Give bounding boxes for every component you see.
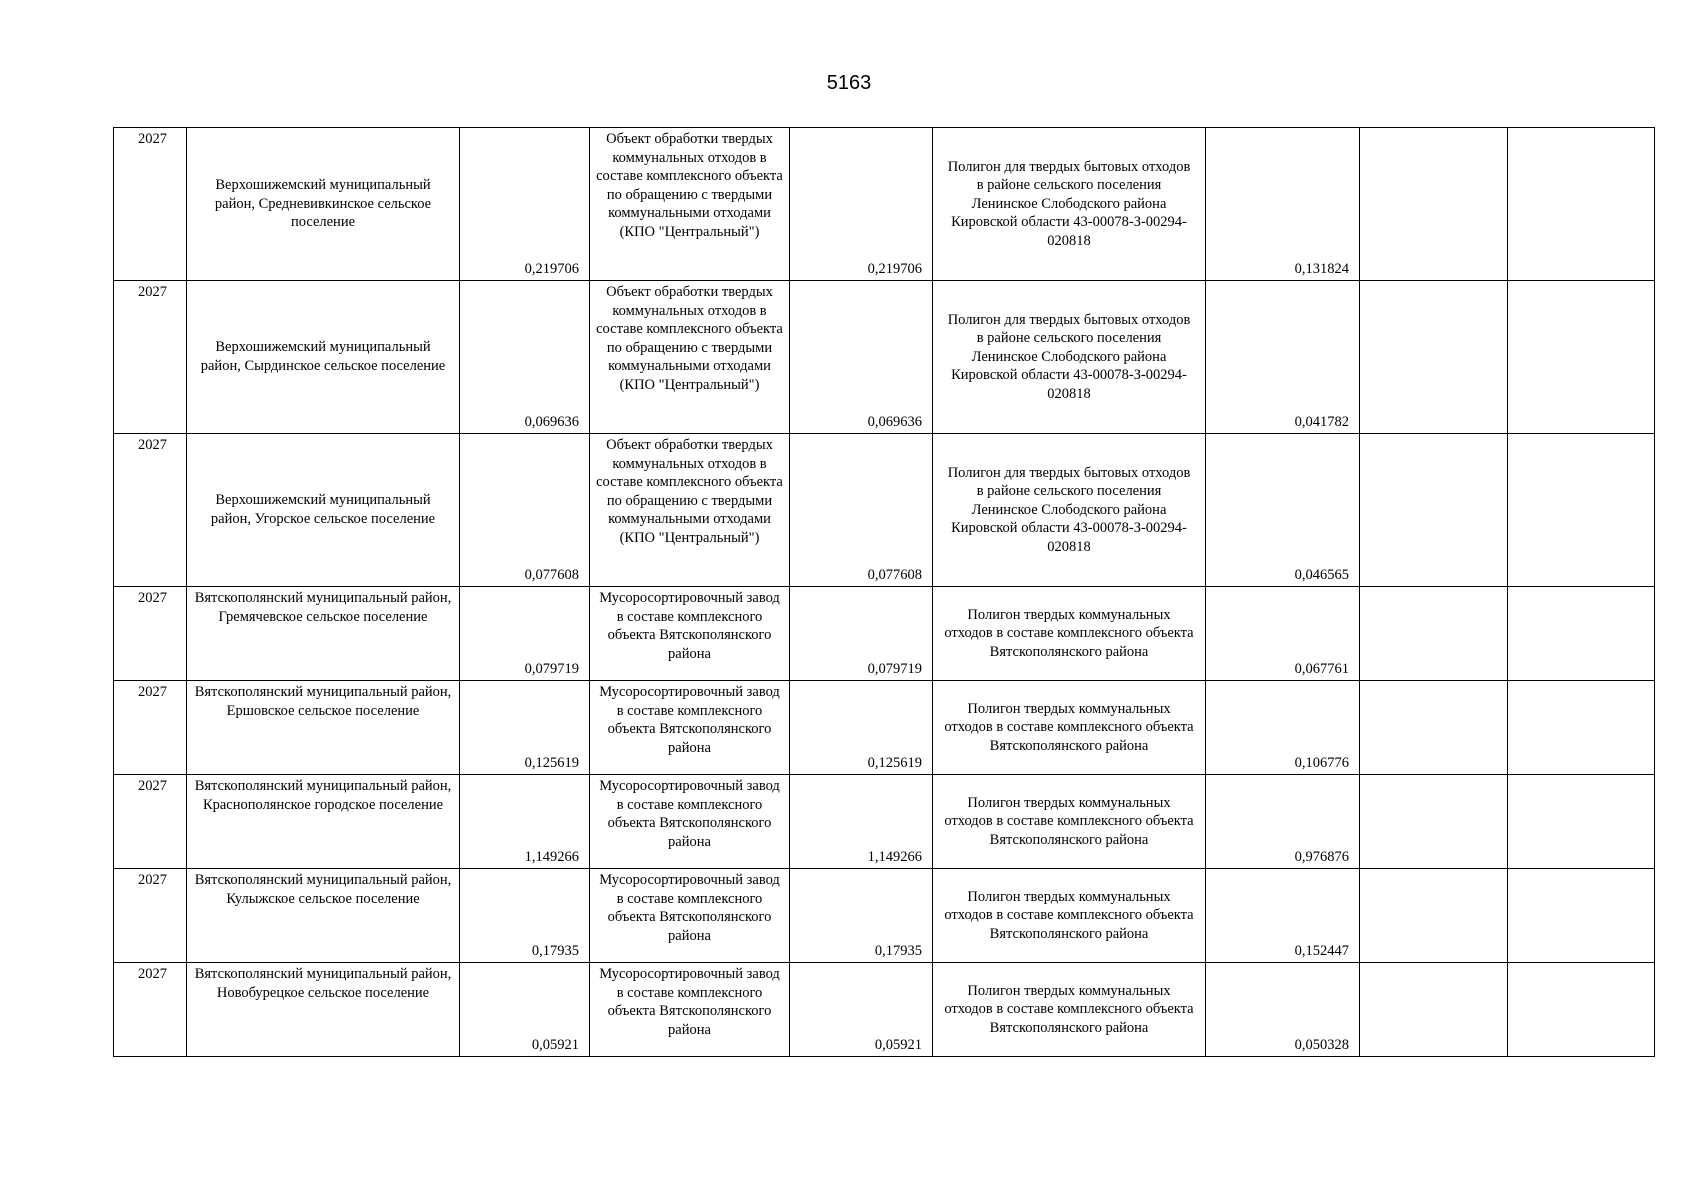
- value-cell: 0,17935: [460, 869, 590, 963]
- disposal-object-cell: Полигон для твердых бытовых отходов в районе сельского поселения Ленинское Слободского района Кировской области 43-00078-З-00294-020818: [933, 434, 1206, 587]
- value-cell: 0,976876: [1206, 775, 1360, 869]
- value-cell: 0,079719: [460, 587, 590, 681]
- year-cell: 2027: [114, 281, 187, 434]
- disposal-object-cell: Полигон твердых коммунальных отходов в составе комплексного объекта Вятскополянского района: [933, 869, 1206, 963]
- territory-cell: Вятскополянский муниципальный район, Гремячевское сельское поселение: [187, 587, 460, 681]
- empty-cell: [1508, 963, 1655, 1057]
- territory-cell: Вятскополянский муниципальный район, Краснополянское городское поселение: [187, 775, 460, 869]
- value-cell: 0,046565: [1206, 434, 1360, 587]
- waste-flow-table: [113, 127, 1655, 1057]
- processing-object-cell: Мусоросортировочный завод в составе комплексного объекта Вятскополянского района: [590, 775, 790, 869]
- value-cell: 0,077608: [460, 434, 590, 587]
- value-cell: 1,149266: [460, 775, 590, 869]
- table-row: [114, 587, 1655, 681]
- value-cell: 0,077608: [790, 434, 933, 587]
- empty-cell: [1360, 963, 1508, 1057]
- year-cell: 2027: [114, 775, 187, 869]
- empty-cell: [1360, 681, 1508, 775]
- value-cell: 0,041782: [1206, 281, 1360, 434]
- disposal-object-cell: Полигон твердых коммунальных отходов в составе комплексного объекта Вятскополянского района: [933, 775, 1206, 869]
- disposal-object-cell: Полигон твердых коммунальных отходов в составе комплексного объекта Вятскополянского района: [933, 681, 1206, 775]
- value-cell: 0,219706: [790, 128, 933, 281]
- disposal-object-cell: Полигон для твердых бытовых отходов в районе сельского поселения Ленинское Слободского района Кировской области 43-00078-З-00294-020818: [933, 281, 1206, 434]
- territory-cell: Вятскополянский муниципальный район, Ершовское сельское поселение: [187, 681, 460, 775]
- territory-cell: Верхошижемский муниципальный район, Сырдинское сельское поселение: [187, 281, 460, 434]
- value-cell: 0,069636: [460, 281, 590, 434]
- processing-object-cell: Мусоросортировочный завод в составе комплексного объекта Вятскополянского района: [590, 869, 790, 963]
- empty-cell: [1508, 434, 1655, 587]
- empty-cell: [1508, 681, 1655, 775]
- processing-object-cell: Мусоросортировочный завод в составе комплексного объекта Вятскополянского района: [590, 963, 790, 1057]
- value-cell: 0,05921: [790, 963, 933, 1057]
- empty-cell: [1508, 587, 1655, 681]
- value-cell: 1,149266: [790, 775, 933, 869]
- empty-cell: [1360, 869, 1508, 963]
- year-cell: 2027: [114, 587, 187, 681]
- value-cell: 0,131824: [1206, 128, 1360, 281]
- empty-cell: [1508, 281, 1655, 434]
- page-number: 5163: [826, 72, 872, 94]
- processing-object-cell: Объект обработки твердых коммунальных отходов в составе комплексного объекта по обращению с твердыми коммунальными отходами (КПО "Центральный"): [590, 434, 790, 587]
- table-row: [114, 281, 1655, 434]
- territory-cell: Вятскополянский муниципальный район, Кулыжское сельское поселение: [187, 869, 460, 963]
- table-row: [114, 775, 1655, 869]
- value-cell: 0,17935: [790, 869, 933, 963]
- empty-cell: [1360, 775, 1508, 869]
- disposal-object-cell: Полигон для твердых бытовых отходов в районе сельского поселения Ленинское Слободского района Кировской области 43-00078-З-00294-020818: [933, 128, 1206, 281]
- table-row: [114, 681, 1655, 775]
- empty-cell: [1508, 869, 1655, 963]
- value-cell: 0,152447: [1206, 869, 1360, 963]
- value-cell: 0,05921: [460, 963, 590, 1057]
- value-cell: 0,079719: [790, 587, 933, 681]
- value-cell: 0,067761: [1206, 587, 1360, 681]
- empty-cell: [1508, 128, 1655, 281]
- empty-cell: [1508, 775, 1655, 869]
- disposal-object-cell: Полигон твердых коммунальных отходов в составе комплексного объекта Вятскополянского района: [933, 587, 1206, 681]
- year-cell: 2027: [114, 128, 187, 281]
- value-cell: 0,069636: [790, 281, 933, 434]
- table-row: [114, 434, 1655, 587]
- value-cell: 0,106776: [1206, 681, 1360, 775]
- empty-cell: [1360, 281, 1508, 434]
- territory-cell: Верхошижемский муниципальный район, Средневивкинское сельское поселение: [187, 128, 460, 281]
- empty-cell: [1360, 434, 1508, 587]
- value-cell: 0,219706: [460, 128, 590, 281]
- value-cell: 0,125619: [790, 681, 933, 775]
- processing-object-cell: Объект обработки твердых коммунальных отходов в составе комплексного объекта по обращению с твердыми коммунальными отходами (КПО "Центральный"): [590, 128, 790, 281]
- disposal-object-cell: Полигон твердых коммунальных отходов в составе комплексного объекта Вятскополянского района: [933, 963, 1206, 1057]
- year-cell: 2027: [114, 681, 187, 775]
- year-cell: 2027: [114, 434, 187, 587]
- table-row: [114, 128, 1655, 281]
- year-cell: 2027: [114, 963, 187, 1057]
- table-body: [114, 128, 1655, 1057]
- year-cell: 2027: [114, 869, 187, 963]
- value-cell: 0,125619: [460, 681, 590, 775]
- value-cell: 0,050328: [1206, 963, 1360, 1057]
- table-row: [114, 869, 1655, 963]
- empty-cell: [1360, 587, 1508, 681]
- processing-object-cell: Мусоросортировочный завод в составе комплексного объекта Вятскополянского района: [590, 587, 790, 681]
- territory-cell: Верхошижемский муниципальный район, Угорское сельское поселение: [187, 434, 460, 587]
- processing-object-cell: Объект обработки твердых коммунальных отходов в составе комплексного объекта по обращению с твердыми коммунальными отходами (КПО "Центральный"): [590, 281, 790, 434]
- table-row: [114, 963, 1655, 1057]
- empty-cell: [1360, 128, 1508, 281]
- territory-cell: Вятскополянский муниципальный район, Новобурецкое сельское поселение: [187, 963, 460, 1057]
- processing-object-cell: Мусоросортировочный завод в составе комплексного объекта Вятскополянского района: [590, 681, 790, 775]
